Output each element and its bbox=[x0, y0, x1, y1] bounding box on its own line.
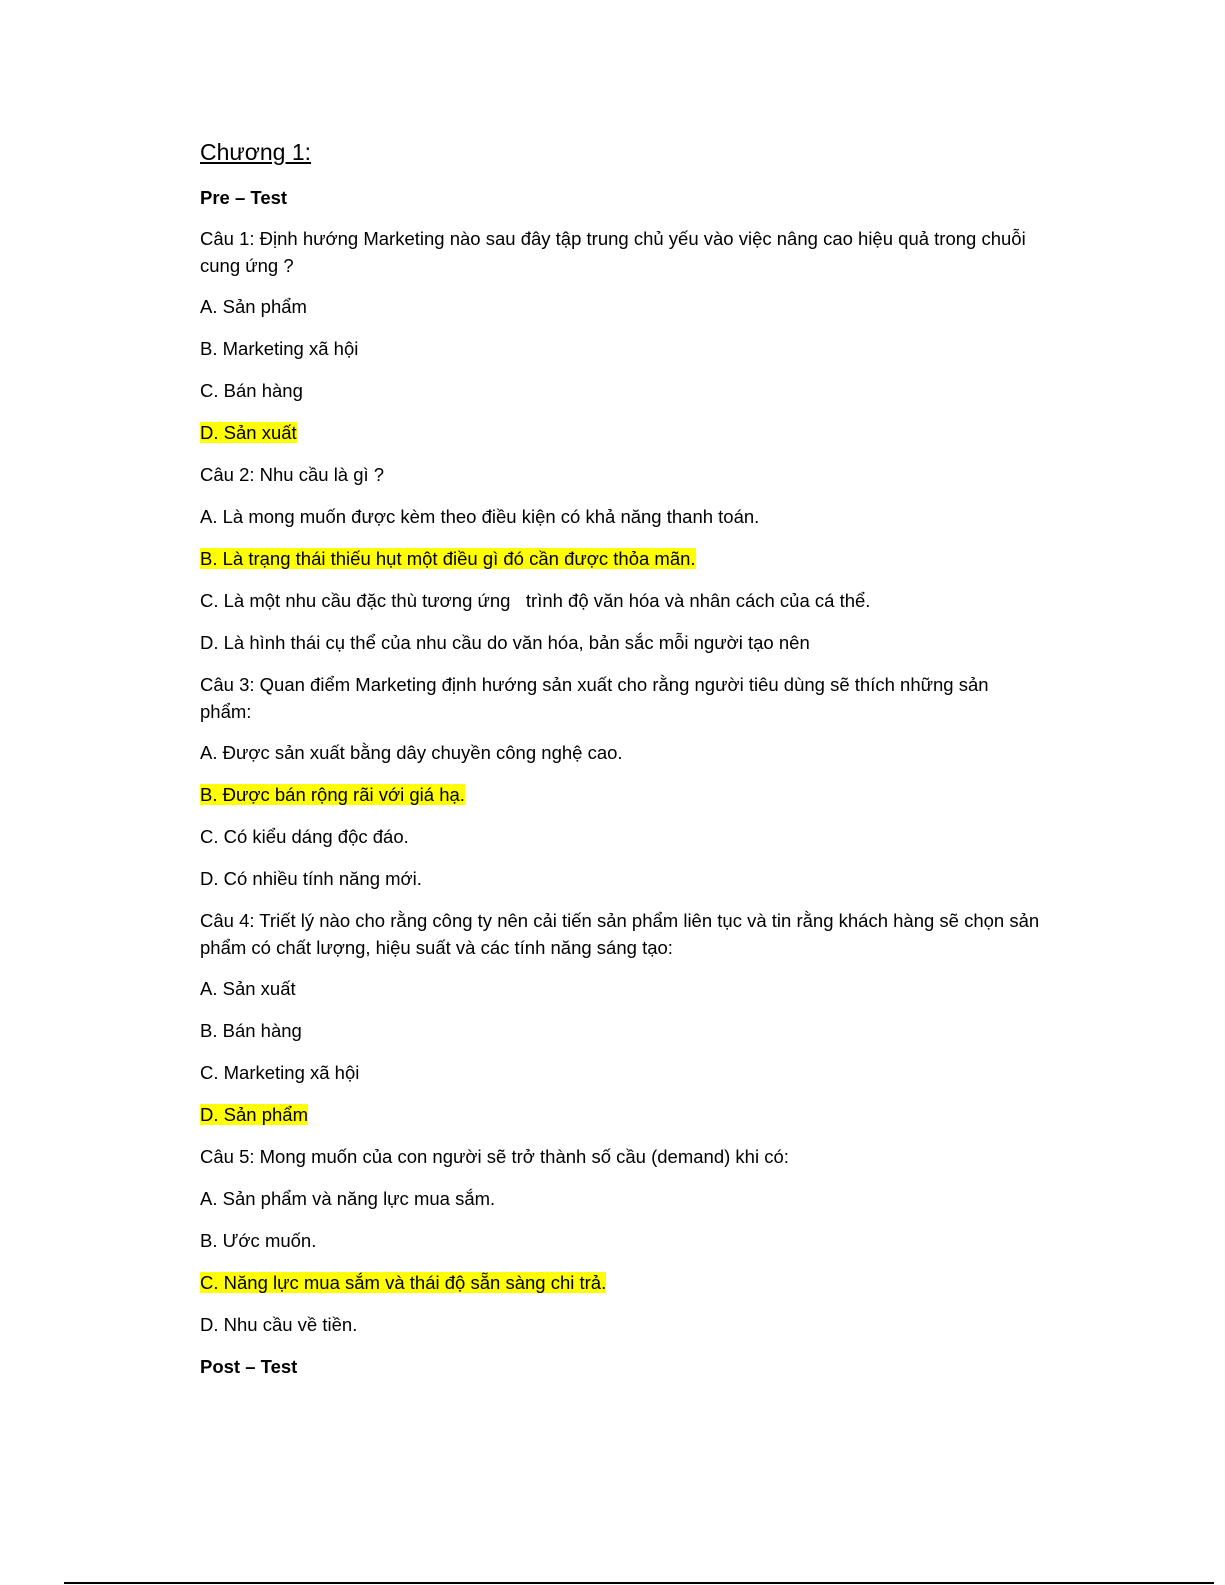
answer-highlight: D. Sản phẩm bbox=[200, 1104, 308, 1125]
question-3-option-b-answer bbox=[200, 781, 1050, 809]
question-1-option-b: B. Marketing xã hội bbox=[200, 338, 359, 359]
question-4-option-b: B. Bán hàng bbox=[200, 1020, 302, 1041]
question-1-option-d-answer bbox=[200, 419, 1050, 447]
post-test-title: Post – Test bbox=[200, 1356, 298, 1377]
question-4-option-c: C. Marketing xã hội bbox=[200, 1062, 360, 1083]
question-3-option-c: C. Có kiểu dáng độc đáo. bbox=[200, 826, 409, 847]
answer-highlight: B. Được bán rộng rãi với giá hạ. bbox=[200, 784, 465, 805]
question-5-option-a: A. Sản phẩm và năng lực mua sắm. bbox=[200, 1188, 496, 1209]
question-1: Câu 1: Định hướng Marketing nào sau đây tập trung chủ yếu vào việc nâng cao hiệu quả trong chuỗi cung ứng ? bbox=[200, 228, 1026, 276]
question-2-option-a: A. Là mong muốn được kèm theo điều kiện có khả năng thanh toán. bbox=[200, 506, 760, 527]
answer-highlight: D. Sản xuất bbox=[200, 422, 297, 443]
answer-highlight: C. Năng lực mua sắm và thái độ sẵn sàng chi trả. bbox=[200, 1272, 607, 1293]
question-5-option-c-answer bbox=[200, 1269, 1050, 1297]
question-2-option-c: C. Là một nhu cầu đặc thù tương ứng trình độ văn hóa và nhân cách của cá thể. bbox=[200, 590, 871, 611]
chapter-title: Chương 1: bbox=[200, 139, 312, 165]
question-2: Câu 2: Nhu cầu là gì ? bbox=[200, 464, 385, 485]
question-3-option-d: D. Có nhiều tính năng mới. bbox=[200, 868, 422, 889]
answer-highlight: B. Là trạng thái thiếu hụt một điều gì đó cần được thỏa mãn. bbox=[200, 548, 696, 569]
document-content bbox=[200, 136, 1050, 1394]
question-1-option-c: C. Bán hàng bbox=[200, 380, 303, 401]
question-2-option-d: D. Là hình thái cụ thể của nhu cầu do văn hóa, bản sắc mỗi người tạo nên bbox=[200, 632, 810, 653]
question-5-option-b: B. Ước muốn. bbox=[200, 1230, 317, 1251]
question-4-option-d-answer bbox=[200, 1101, 1050, 1129]
question-1-option-a: A. Sản phẩm bbox=[200, 296, 307, 317]
question-4-option-a: A. Sản xuất bbox=[200, 978, 296, 999]
question-5-option-d: D. Nhu cầu về tiền. bbox=[200, 1314, 358, 1335]
page-bottom-divider bbox=[64, 1582, 1214, 1584]
question-2-option-b-answer bbox=[200, 545, 1050, 573]
question-5: Câu 5: Mong muốn của con người sẽ trở thành số cầu (demand) khi có: bbox=[200, 1146, 789, 1167]
pre-test-title: Pre – Test bbox=[200, 187, 288, 208]
question-3: Câu 3: Quan điểm Marketing định hướng sản xuất cho rằng người tiêu dùng sẽ thích những sản phẩm: bbox=[200, 674, 989, 722]
question-4: Câu 4: Triết lý nào cho rằng công ty nên cải tiến sản phẩm liên tục và tin rằng khách hàng sẽ chọn sản phẩm có chất lượng, hiệu suất và các tính năng sáng tạo: bbox=[200, 910, 1040, 958]
question-3-option-a: A. Được sản xuất bằng dây chuyền công nghệ cao. bbox=[200, 742, 623, 763]
